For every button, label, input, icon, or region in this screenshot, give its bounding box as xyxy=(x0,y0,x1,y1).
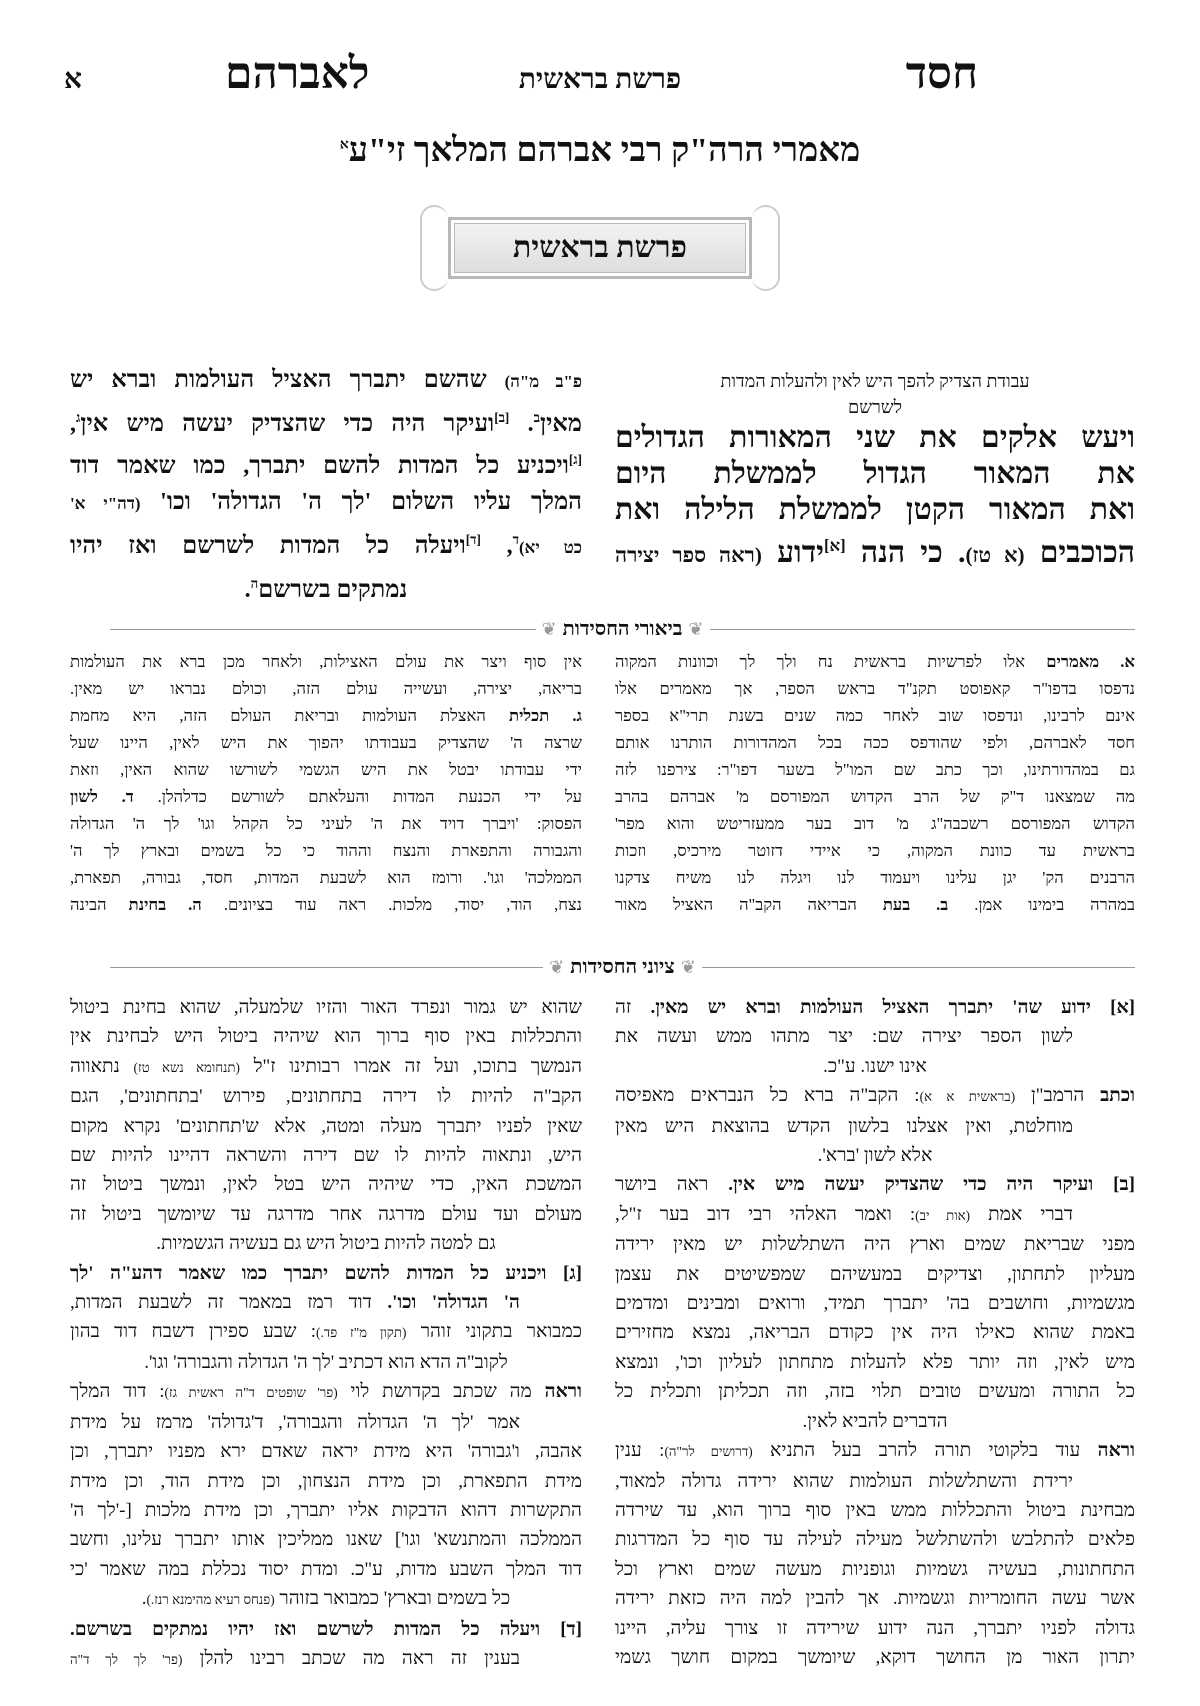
text-run: פלאים להתלבש ולהשתלשל מעילה לעילה עד סוף כל המדרגות xyxy=(615,1529,1135,1551)
source-reference: (אות יב) xyxy=(915,1207,971,1223)
text-run: ראה ביושר xyxy=(615,1174,729,1196)
text-run: מוחלטת, ואין אצלנו בלשון הקדש בהוצאת היש מאין xyxy=(615,1115,1073,1137)
text-line xyxy=(70,400,582,442)
flourish-icon: ❦ xyxy=(680,956,696,977)
text-line xyxy=(615,1348,1135,1377)
text-run: אשר עשה החומריות וגשמיות. אך להבין למה היה כזאת ירידה xyxy=(615,1588,1135,1610)
text-run: אלא לשון 'ברא'. xyxy=(817,1145,933,1167)
text-run: אלו לפרשיות בראשית נח ולך לך וכוונות המקוה xyxy=(615,652,1047,671)
text-line xyxy=(615,729,1135,756)
text-run: נדפסו בדפו"ר קאפוסט תקנ"ד בראש הספר, אך מאמרים אלו xyxy=(615,679,1135,698)
text-line xyxy=(615,1081,1135,1111)
source-reference: (בראשית א א) xyxy=(919,1089,1016,1105)
text-run: מה שמצאנו ד"ק של הרב הקדוש המפורסם מ' אברהם בהרב xyxy=(615,787,1135,806)
text-run: ידי עבודתו יבטל את היש הגשמי לשורשו שהוא האין, וזאת xyxy=(70,760,582,779)
text-line xyxy=(70,1082,582,1111)
text-run: : ואמר האלהי רבי דוב בער ז"ל, xyxy=(615,1203,916,1225)
bold-lemma: ד. לשון xyxy=(70,787,134,806)
bold-lemma: וכתב xyxy=(1100,1085,1135,1107)
text-line xyxy=(615,1407,1135,1436)
flourish-icon: ❦ xyxy=(541,618,557,639)
text-run: כמבואר בתקוני זוהר xyxy=(406,1321,582,1343)
note-paragraph xyxy=(615,1436,1135,1672)
text-line xyxy=(70,522,582,566)
text-run: דוד רמז במאמר זה לשבעת המדות, xyxy=(70,1292,388,1314)
ornament-icon xyxy=(752,205,780,291)
text-line xyxy=(70,1259,582,1288)
text-line xyxy=(615,1170,1135,1199)
text-line xyxy=(70,1022,582,1051)
text-run: הקדוש המפורסם רשכבה"ג מ' דוב בער ממעזריטש והוא מפר' xyxy=(615,814,1135,833)
text-line xyxy=(70,1525,582,1554)
text-line xyxy=(615,1584,1135,1613)
text-line xyxy=(70,1467,582,1496)
flourish-icon: ❦ xyxy=(688,618,704,639)
text-run: נצח, הוד, יסוד, מלכות. ראה עוד בציונים. xyxy=(201,895,582,914)
text-line xyxy=(70,675,582,702)
note-paragraph xyxy=(615,1081,1135,1170)
text-line xyxy=(70,1229,582,1258)
text-line xyxy=(70,1584,582,1614)
text-run: ויעש אלקים את שני המאורות הגדולים xyxy=(615,421,1135,454)
text-line xyxy=(70,442,582,484)
text-run: בראשית עד כוונת המקוה, כי איידי דזוטר מירכיס, וזכות xyxy=(615,841,1135,860)
text-run: את המאור הגדול לממשלת היום xyxy=(615,457,1135,490)
summary-line: לשרשם xyxy=(848,397,902,417)
text-line xyxy=(70,1112,582,1141)
text-line xyxy=(70,729,582,756)
source-reference: (ראה ספר יצירה xyxy=(615,543,762,567)
text-line xyxy=(70,1615,582,1644)
text-line xyxy=(70,1317,582,1347)
parsha-title-frame xyxy=(420,205,780,291)
text-run: : דוד המלך xyxy=(70,1381,165,1403)
text-run: הדברים להביא לאין. xyxy=(802,1410,948,1432)
text-run: הקב"ה להיות לו דירה בתחתונים, פירוש 'בתחתונים', הגם xyxy=(70,1086,582,1108)
text-run: ועיקר היה כדי שהצדיק יעשה מיש אין xyxy=(80,411,495,437)
running-head-left: לאברהם xyxy=(225,49,370,98)
text-run: גם במהדורתינו, וכך כתב שם המו"ל בשער דפו"ר: צירפנו לזה xyxy=(615,760,1135,779)
text-line xyxy=(615,1525,1135,1554)
note-paragraph xyxy=(70,993,582,1259)
text-line xyxy=(70,566,582,608)
note-paragraph xyxy=(70,1377,582,1614)
text-run: הממלכה והמתנשא' וגו'] שאנו ממליכין אותו יתברך עלינו, וחשב xyxy=(70,1529,582,1551)
note-paragraph xyxy=(70,1259,582,1378)
text-line xyxy=(615,1643,1135,1672)
source-reference: כט יא) xyxy=(518,538,582,557)
text-line xyxy=(615,783,1135,810)
text-run: שהשם יתברך האציל העולמות וברא יש xyxy=(70,367,505,393)
text-run: אין סוף ויצר את עולם האצילות, ולאחר מכן ברא את העולמות xyxy=(70,652,582,671)
text-run: ויעלה כל המדות לשרשם ואז יהיו xyxy=(70,533,466,559)
text-run: מגשמיות, וחושבים בה' יתברך תמיד, ורואים ומבינים ומדמים xyxy=(615,1293,1135,1315)
text-line xyxy=(70,1408,582,1437)
text-line xyxy=(70,702,582,729)
text-run: גם למטה להיות ביטול היש גם בעשיה הגשמיות. xyxy=(156,1233,496,1255)
text-line xyxy=(615,1230,1135,1259)
text-line xyxy=(615,702,1135,729)
text-run: עוד בלקוטי תורה להרב בעל התניא xyxy=(752,1440,1098,1462)
text-run: הפסוק: 'ויברך דויד את ה' לעיני כל הקהל וגו' לך ה' הגדולה xyxy=(70,814,582,833)
text-run: . כי הנה xyxy=(845,536,966,569)
text-line xyxy=(615,891,1135,918)
note-marker: [א] xyxy=(824,536,846,555)
text-line xyxy=(615,1112,1135,1141)
text-line xyxy=(70,1141,582,1170)
text-run: זה xyxy=(615,997,651,1018)
text-run: : ענין xyxy=(615,1440,665,1462)
text-line xyxy=(70,756,582,783)
biurei-divider xyxy=(110,614,1135,644)
text-run: . xyxy=(244,577,251,603)
note-marker: [ב] xyxy=(494,410,510,425)
text-run: הבינה xyxy=(70,895,129,914)
text-line xyxy=(70,1555,582,1584)
text-run: אהבה, ו'גבורה' היא מידת יראה שאדם ירא מפניו יתברך, וכן xyxy=(70,1441,582,1463)
text-line xyxy=(70,1170,582,1199)
note-marker: [ד] xyxy=(465,532,481,547)
source-reference: (א טז) xyxy=(965,543,1025,567)
text-run: אמר 'לך ה' הגדולה והגבורה', ד'גדולה' מרמז על מידת xyxy=(70,1411,520,1433)
bold-lemma: וראה xyxy=(544,1381,582,1403)
text-run: : שבע ספירן דשבח דוד בהון xyxy=(70,1321,317,1343)
main-text-left xyxy=(70,362,582,608)
text-line xyxy=(70,1644,582,1674)
bold-lemma: ה' הגדולה' וכו'. xyxy=(387,1292,520,1314)
text-run: שהוא יש גמור ונפרד האור והזיו שלמעלה, שהוא בחינת ביטול xyxy=(70,997,582,1018)
note-paragraph xyxy=(70,1615,582,1675)
text-run: התחתונות, בעשיה גשמיות וגופניות מעשה שמים וארץ וכל xyxy=(615,1558,1135,1580)
text-line xyxy=(70,1200,582,1229)
summary-line: עבודת הצדיק להפך היש לאין ולהעלות המדות xyxy=(720,371,1030,391)
text-run: לקוב"ה הדא הוא דכתיב 'לך ה' הגדולה והגבורה' וגו'. xyxy=(144,1351,508,1373)
page-number: א xyxy=(64,64,82,95)
text-line xyxy=(615,810,1135,837)
text-run: מה שכתב בקדושת לוי xyxy=(337,1381,545,1403)
text-line xyxy=(70,810,582,837)
text-run: באמת שהוא כאילו היה אין כקודם הבריאה, נמצא מחזירים xyxy=(615,1322,1135,1344)
text-run: לשון הספר יצירה שם: יצר מתהו ממש ועשה את xyxy=(615,1026,1073,1048)
source-reference: (תנחומא נשא טז) xyxy=(133,1059,240,1075)
tziunim-divider xyxy=(110,952,1135,982)
text-run: שרצה ה' שהצדיק בעבודתו יהפוך את היש לאין, היינו שעל xyxy=(70,733,582,752)
note-marker: [ג] xyxy=(568,452,582,467)
text-line xyxy=(70,864,582,891)
text-line xyxy=(615,648,1135,675)
text-line xyxy=(615,1436,1135,1466)
text-line xyxy=(615,528,1135,573)
source-reference: (פר' לך לך ד"ה xyxy=(70,1651,183,1667)
text-run: , xyxy=(70,411,76,437)
page-title xyxy=(0,132,1200,170)
text-line xyxy=(70,837,582,864)
text-run: שאין לפניו יתברך מעלה ומטה, אלא ש'תחתונים' נקרא מקום xyxy=(70,1115,582,1137)
title-footnote-mark: א xyxy=(339,137,349,153)
divider-rule xyxy=(702,967,1135,968)
text-run: הבריאה הקב"ה האציל מאור xyxy=(615,895,883,914)
text-line xyxy=(70,993,582,1022)
text-run: מידת התפארת, וכן מידת הנצחון, וכן מידת הוד, וכן מידת xyxy=(70,1470,582,1492)
text-line xyxy=(615,1377,1135,1406)
text-line xyxy=(70,1052,582,1082)
bold-lemma: [ד] ויעלה כל המדות לשרשם ואז יהיו נמתקים בשרשם. xyxy=(70,1618,582,1640)
note-marker: ב xyxy=(533,410,540,425)
text-line xyxy=(615,1052,1135,1081)
text-line xyxy=(615,756,1135,783)
text-run: מיש לאין, וזה יותר פלא להעלות מתחתון לעליון וכו', ונמצא xyxy=(615,1351,1135,1373)
tziunim-left-column xyxy=(70,993,582,1674)
source-reference: (פר' שופטים ד"ה ראשית גז) xyxy=(164,1385,338,1401)
text-run: הנמשך בתוכו, ועל זה אמרו רבותינו ז"ל xyxy=(239,1055,583,1077)
text-run: הכוכבים xyxy=(1024,536,1136,569)
text-line xyxy=(615,1260,1135,1289)
text-run: ירידת והשתלשלות העולמות שהוא ירידה גדולה למאוד, xyxy=(615,1470,1073,1492)
text-line xyxy=(70,1348,582,1377)
note-marker: ג xyxy=(76,410,81,425)
text-run: במהרה בימינו אמן. xyxy=(948,895,1135,914)
divider-rule xyxy=(110,967,543,968)
text-run: האצלת העולמות ובריאת העולם הזה, היא מחמת xyxy=(70,706,510,725)
text-run: מעולם ועד עולם מדרגה אחר מדרגה עד שיומשך ביטול זה xyxy=(70,1203,582,1225)
divider-rule xyxy=(710,629,1136,630)
note-marker: ה xyxy=(250,576,259,591)
text-run: דברי אמת xyxy=(970,1203,1073,1225)
source-reference: (תקון מ"ז פד.) xyxy=(316,1325,407,1341)
text-line xyxy=(70,783,582,810)
flourish-icon: ❦ xyxy=(549,956,565,977)
text-line xyxy=(615,993,1135,1022)
text-run: בריאה, יצירה, ועשייה עולם הזה, וכולם נבראו יש מאין. xyxy=(70,679,582,698)
bold-lemma: [א] ידוע שה' יתברך האציל העולמות וברא יש מאין. xyxy=(650,997,1135,1018)
text-line xyxy=(70,484,582,522)
section-summary xyxy=(615,368,1135,420)
text-run: . xyxy=(509,411,534,437)
text-run: ויכניע כל המדות להשם יתברך, כמו שאמר דוד xyxy=(70,453,569,479)
text-run: נמתקים בשרשם xyxy=(258,577,408,603)
text-run: אינם לרבינו, ונדפסו שוב לאחר כמה שנים בשנת תרי"א בספר xyxy=(615,706,1135,725)
text-line xyxy=(615,1614,1135,1643)
section-heading-tziunim: ציוני החסידות xyxy=(570,955,675,978)
bold-lemma: [ג] ויכניע כל המדות להשם יתברך כמו שאמר דהע"ה 'לך xyxy=(70,1262,582,1284)
text-run: חסד לאברהם, ולפי שהודפס ככה בכל המהדורות הותרנו אותם xyxy=(615,733,1135,752)
text-run: ואת המאור הקטן לממשלת הלילה ואת xyxy=(615,493,1135,526)
running-head-right: חסד xyxy=(905,49,978,98)
text-run: : הקב"ה ברא כל הנבראים מאפיסה xyxy=(615,1085,920,1107)
source-reference: (דרושים לר"ה) xyxy=(664,1444,753,1460)
text-line xyxy=(615,1318,1135,1347)
text-line xyxy=(615,1467,1135,1496)
source-reference: (דה"י א' xyxy=(70,494,141,513)
text-line xyxy=(615,492,1135,528)
bold-lemma: ב. בעת xyxy=(882,895,949,914)
biurei-right-column xyxy=(615,648,1135,918)
note-paragraph xyxy=(615,1170,1135,1436)
text-run: , xyxy=(480,533,513,559)
text-run: הרבנים הק' יגן עלינו ויעמוד לנו ויגלה לנו משיח צדקנו xyxy=(615,868,1135,887)
text-run: היש, ונתאוה להיות לו שם דירה והשראה דהיינו להיות שם xyxy=(70,1145,582,1167)
text-run: הממלכה' וגו'. ורומז הוא לשבעת המדות, חסד, גבורה, תפארת, xyxy=(70,868,582,887)
text-run: נתאווה xyxy=(70,1055,134,1077)
tziunim-right-column xyxy=(615,993,1135,1672)
text-line xyxy=(615,1555,1135,1584)
main-text-right xyxy=(615,368,1135,573)
text-line xyxy=(615,1496,1135,1525)
running-head-parsha: פרשת בראשית xyxy=(518,64,682,95)
text-line xyxy=(615,675,1135,702)
parsha-title: פרשת בראשית xyxy=(448,217,752,279)
text-run: והגבורה והתפארת והנצח וההוד כי כל בשמים ובארץ לך ה' xyxy=(70,841,582,860)
text-run: כל התורה ומעשים טובים תלוי בזה, וזה תכליתן ותכלית כל xyxy=(615,1381,1135,1403)
text-line xyxy=(70,1437,582,1466)
text-line xyxy=(70,648,582,675)
text-line xyxy=(615,456,1135,492)
text-run: אינו ישנו. ע"כ. xyxy=(823,1055,927,1077)
biurei-left-column xyxy=(70,648,582,918)
text-run: גדולה לפניו יתברך, הנה ידוע שירידה זו צורך עליה, היינו xyxy=(615,1617,1135,1639)
text-line xyxy=(70,1377,582,1407)
bold-lemma: [ב] ועיקר היה כדי שהצדיק יעשה מיש אין. xyxy=(728,1174,1135,1196)
ornament-icon xyxy=(420,205,448,291)
text-run: על ידי הכנעת המדות והעלאתם לשורשם כדלהלן. xyxy=(133,787,583,806)
bold-lemma: ג. תכלית xyxy=(509,706,582,725)
text-run: ידוע xyxy=(761,536,825,569)
text-run: יתרון האור מן החושך דוקא, שיומשך במקום חושך גשמי xyxy=(615,1646,1135,1668)
text-run: והתכללות באין סוף ברוך הוא שיהיה ביטול היש לבחינת אין xyxy=(70,1026,582,1048)
bold-lemma: וראה xyxy=(1097,1440,1135,1462)
text-run: בענין זה ראה מה שכתב רבינו להלן xyxy=(182,1647,520,1669)
text-line xyxy=(615,1200,1135,1230)
source-reference: (פנחס רעיא מהימנא רנז.) xyxy=(146,1592,275,1608)
text-line xyxy=(70,1288,582,1317)
text-run: מעליון לתחתון, וצדיקים במעשיהם שמפשיטים את עצמן xyxy=(615,1263,1135,1285)
text-line xyxy=(70,891,582,918)
main-text-lines xyxy=(615,420,1135,573)
bold-lemma: ה. בחינת xyxy=(128,895,202,914)
bold-lemma: א. מאמרים xyxy=(1046,652,1135,671)
text-line xyxy=(615,864,1135,891)
section-heading-biurei: ביאורי החסידות xyxy=(562,617,683,640)
note-marker: ד xyxy=(512,532,519,547)
text-run: כל בשמים ובארץ' כמבואר בזוהר xyxy=(274,1588,511,1610)
text-run: המשכת האין, כדי שיהיה היש בטל לאין, ונמשך ביטול זה xyxy=(70,1174,582,1196)
text-run: התקשרות דהוא הדבקות אליו יתברך, וכן מידת מלכות [-'לך ה' xyxy=(70,1499,582,1521)
text-line xyxy=(615,1141,1135,1170)
note-paragraph xyxy=(615,993,1135,1081)
text-line xyxy=(70,362,582,400)
text-run: דוד המלך השבע מדות, ע"כ. ומדת יסוד נכללת במה שאמר 'כי xyxy=(70,1558,582,1580)
text-line xyxy=(70,1496,582,1525)
text-line xyxy=(615,837,1135,864)
text-run: . xyxy=(141,1588,147,1610)
text-run: מבחינת ביטול והתכללות ממש באין סוף ברוך הוא, עד שירדה xyxy=(615,1499,1135,1521)
text-run: המלך עליו השלום 'לך ה' הגדולה' וכו' xyxy=(140,489,582,515)
text-line xyxy=(615,1022,1135,1051)
text-line xyxy=(615,1289,1135,1318)
divider-rule xyxy=(110,629,536,630)
text-line xyxy=(615,420,1135,456)
source-reference: פ"ב מ"ה) xyxy=(504,372,582,391)
text-run: הרמב"ן xyxy=(1015,1085,1101,1107)
page-title-text: מאמרי הרה"ק רבי אברהם המלאך זי"ע xyxy=(348,132,861,169)
text-run: מפני שבריאת שמים וארץ היה השתלשלות יש מאין ירידה xyxy=(615,1234,1135,1256)
text-run: מאין xyxy=(539,411,583,437)
